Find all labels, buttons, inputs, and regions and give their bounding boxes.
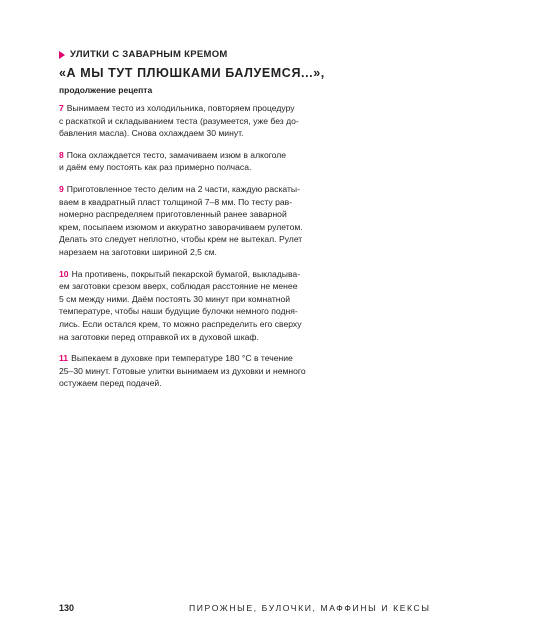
step-line: крем, посыпаем изюмом и аккуратно заворачиваем рулетом. (59, 221, 303, 232)
recipe-step-10 (59, 268, 341, 344)
step-line (59, 268, 341, 281)
step-text: Выпекаем в духовке при температуре 180 °C в течение (71, 353, 293, 364)
step-line: 5 см между ними. Даём постоять 30 минут при комнатной (59, 293, 291, 304)
step-number: 10 (59, 268, 69, 279)
step-text: Пока охлаждается тесто, замачиваем изюм в алкоголе (66, 149, 287, 160)
recipe-step-9 (59, 183, 341, 259)
step-line: номерно распределяем приготовленный ранее заварной (59, 209, 287, 220)
recipe-subtitle: продолжение рецепта (59, 85, 153, 95)
step-line: температуре, чтобы наши будущие булочки немного подня- (59, 306, 298, 317)
recipe-header (59, 47, 479, 97)
step-number: 7 (59, 103, 64, 113)
step-text: На противень, покрытый пекарской бумагой, выкладыва- (71, 268, 301, 279)
recipe-title (59, 64, 479, 83)
step-line: 25–30 минут. Готовые улитки вынимаем из духовки и немного (59, 365, 306, 376)
step-number: 8 (59, 149, 64, 160)
step-text: Приготовленное тесто делим на 2 части, каждую раскаты- (66, 183, 300, 194)
page-footer (59, 600, 479, 616)
step-line: остужаем перед подачей. (59, 378, 162, 389)
recipe-title-main: «А МЫ ТУТ ПЛЮШКАМИ БАЛУЕМСЯ...» (59, 66, 321, 80)
step-line: лись. Если остался крем, то можно распределить его сверху (59, 318, 302, 329)
step-line: и даём ему постоять как раз примерно полчаса. (59, 162, 252, 173)
recipe-step-8 (59, 149, 341, 174)
step-line (59, 149, 341, 162)
recipe-kicker-text: УЛИТКИ С ЗАВАРНЫМ КРЕМОМ (70, 49, 228, 60)
step-line: Делать это следует неплотно, чтобы крем не вытекал. Рулет (59, 234, 303, 245)
step-line (59, 102, 341, 115)
step-number: 11 (59, 353, 69, 364)
step-line (59, 352, 341, 365)
page-number: 130 (59, 603, 75, 613)
recipe-step-7 (59, 102, 341, 140)
step-line: с раскаткой и складыванием теста (разумеется, уже без до- (59, 115, 299, 126)
recipe-title-suffix: , (320, 66, 325, 80)
step-text: Вынимаем тесто из холодильника, повторяем процедуру (66, 103, 295, 113)
step-line: бавления масла). Снова охлаждаем 30 минут. (59, 128, 244, 139)
step-line: на заготовки перед отправкой их в духовой шкаф. (59, 331, 259, 342)
step-line: нарезаем на заготовки шириной 2,5 см. (59, 246, 217, 257)
step-line: ем заготовки срезом вверх, соблюдая расстояние не менее (59, 281, 298, 292)
recipe-kicker (59, 47, 479, 63)
recipe-steps (59, 102, 341, 399)
step-line (59, 183, 341, 196)
step-line: ваем в квадратный пласт толщиной 7–8 мм. По тесту рав- (59, 196, 293, 207)
triangle-marker-icon (59, 51, 65, 59)
running-head: ПИРОЖНЫЕ, БУЛОЧКИ, МАФФИНЫ И КЕКСЫ (189, 603, 431, 613)
recipe-step-11 (59, 352, 341, 390)
step-number: 9 (59, 183, 64, 194)
